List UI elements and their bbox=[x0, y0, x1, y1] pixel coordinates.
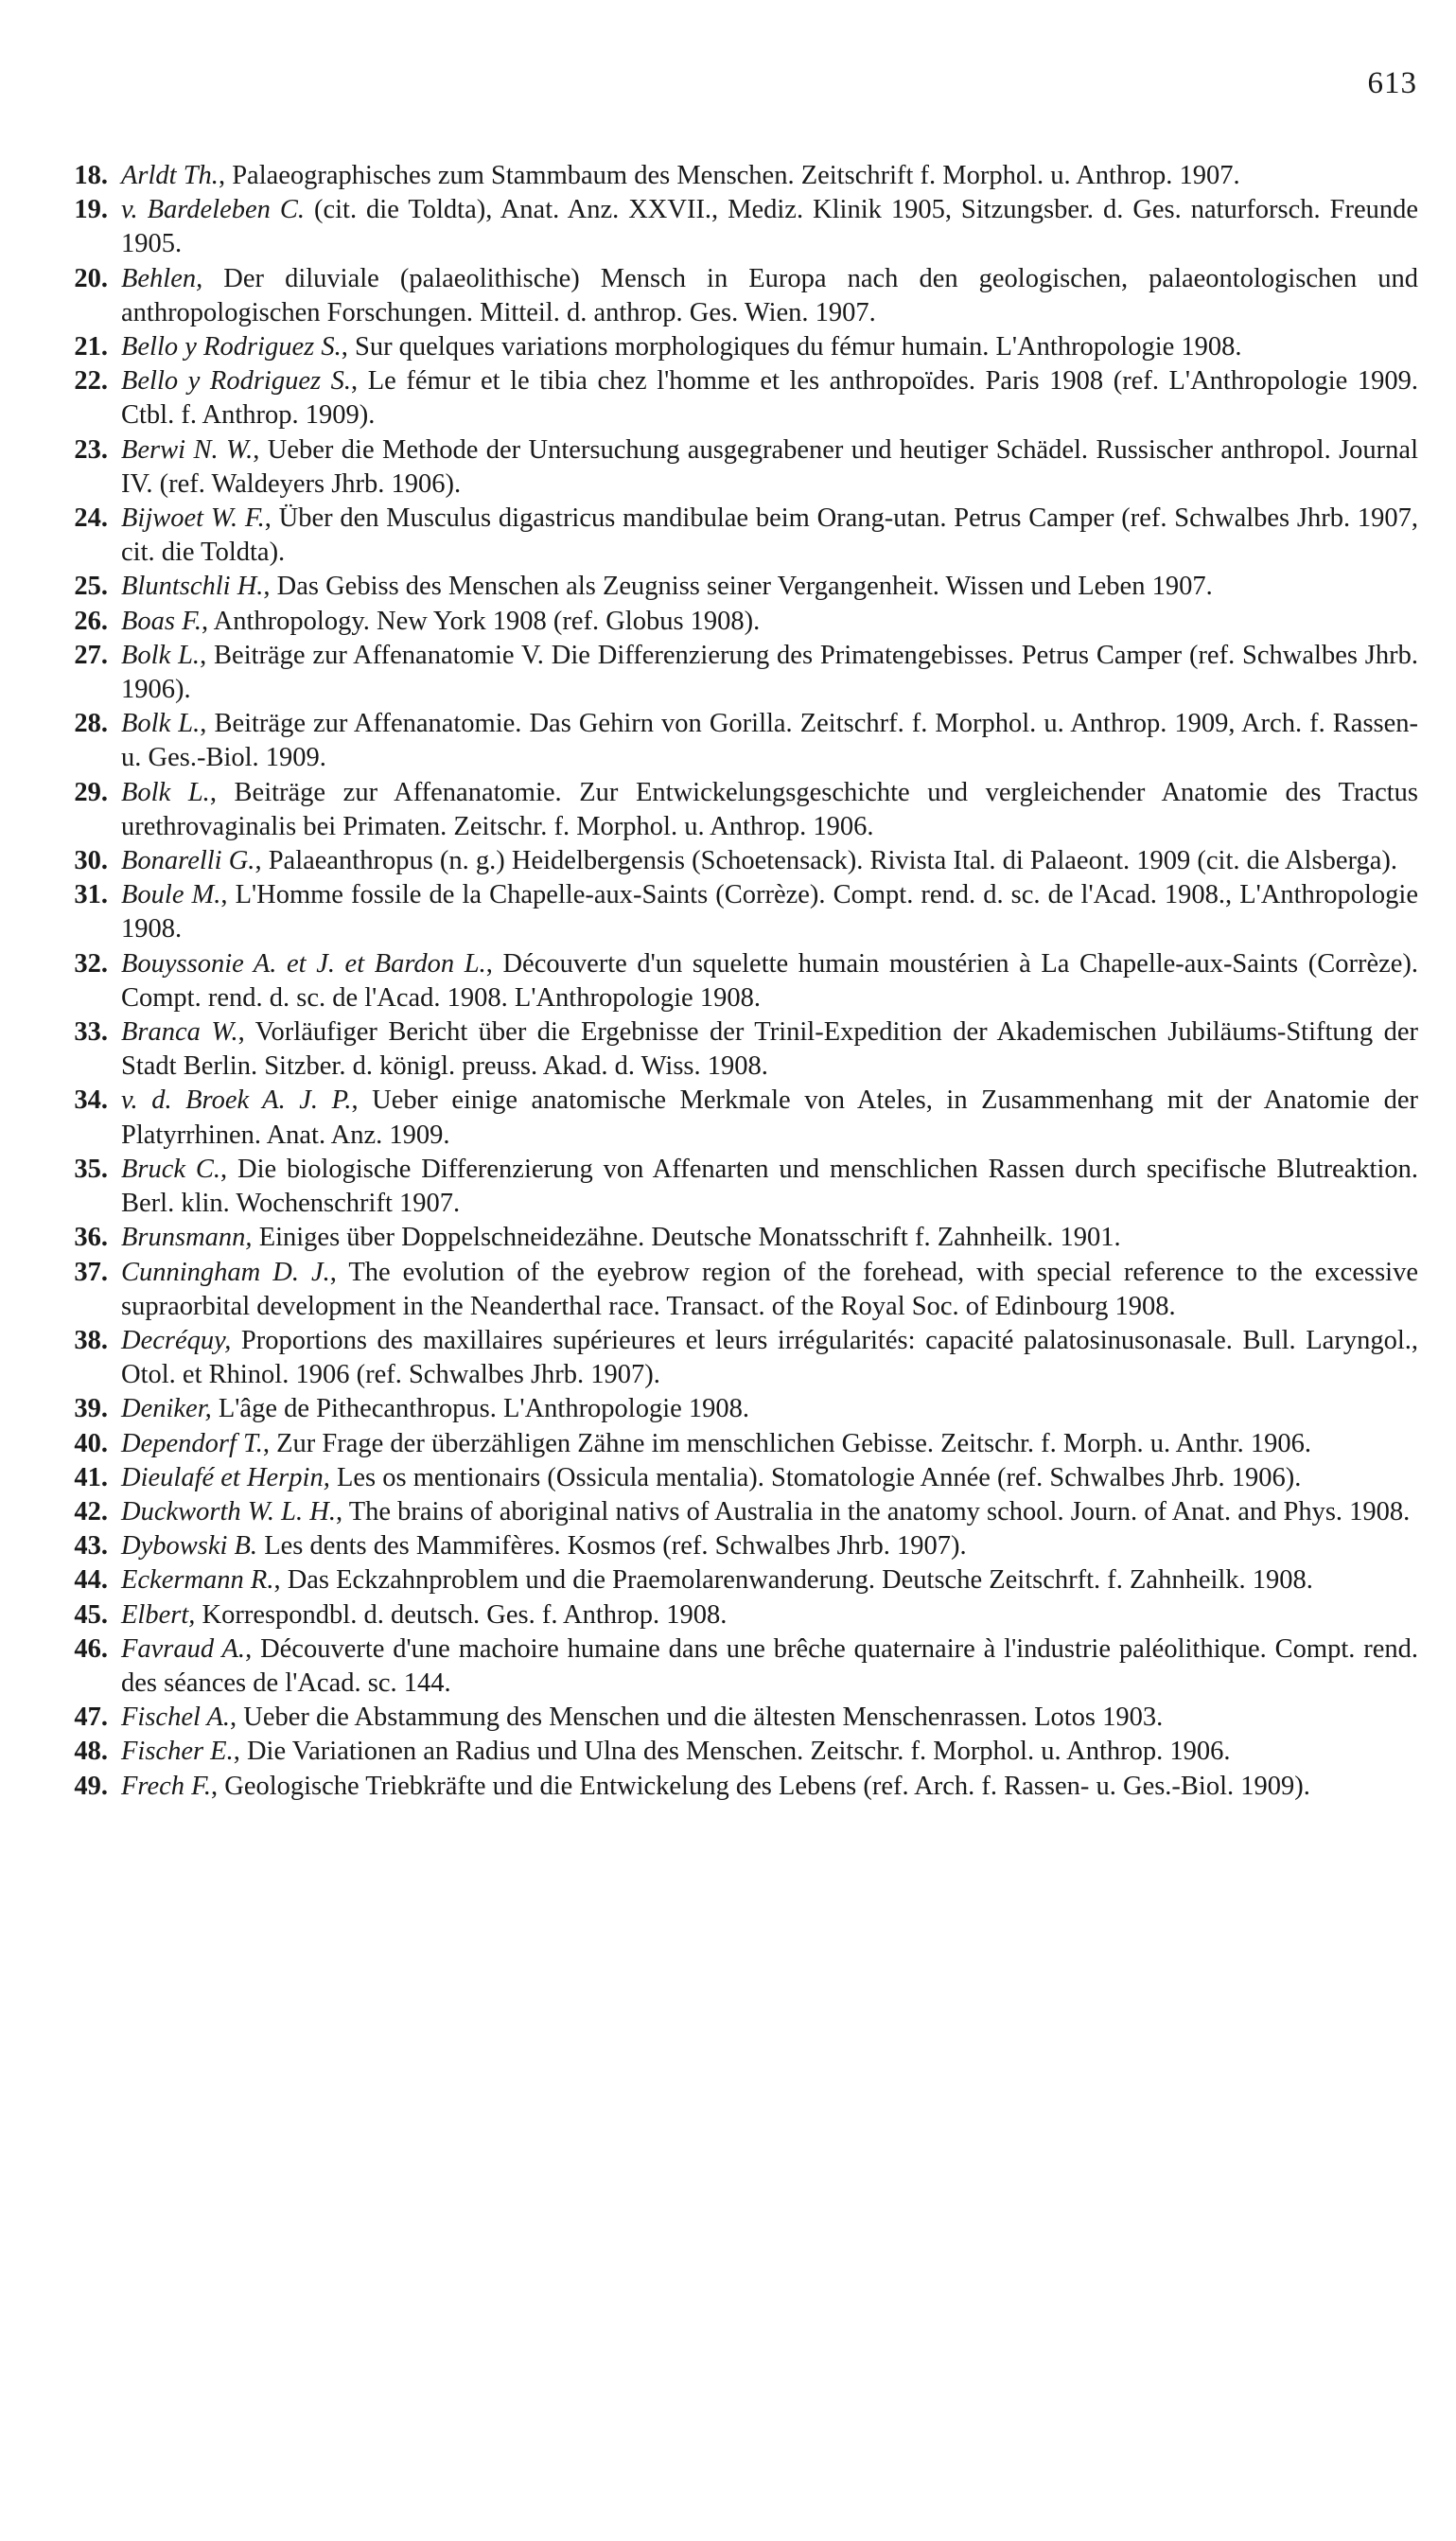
reference-entry bbox=[49, 1563, 1418, 1597]
reference-number: 22. bbox=[74, 366, 108, 397]
reference-text: Einiges über Doppelschneidezähne. Deutsche Monatsschrift f. Zahnheilk. 1901. bbox=[252, 1223, 1121, 1253]
reference-text: , Die biologische Differenzierung von Affenarten und menschlichen Rassen durch specifische Blutreaktion. Berl. klin. Wochenschrift 1907. bbox=[121, 1154, 1418, 1219]
reference-text: , Palaeographisches zum Stammbaum des Menschen. Zeitschrift f. Morphol. u. Anthrop. 1907. bbox=[218, 161, 1240, 190]
reference-entry bbox=[49, 262, 1418, 330]
reference-author: Bijwoet W. F. bbox=[121, 503, 265, 534]
reference-entry bbox=[49, 947, 1418, 1015]
reference-text: , Ueber einige anatomische Merkmale von Ateles, in Zusammenhang mit der Anatomie der Platyrrhinen. Anat. Anz. 1909. bbox=[121, 1085, 1418, 1150]
reference-author: Branca W. bbox=[121, 1017, 238, 1048]
reference-number: 47. bbox=[74, 1703, 108, 1733]
reference-number: 20. bbox=[74, 263, 108, 293]
reference-text: Korrespondbl. d. deutsch. Ges. f. Anthrop. 1908. bbox=[195, 1599, 728, 1630]
reference-number: 36. bbox=[74, 1223, 108, 1253]
reference-entry bbox=[49, 502, 1418, 570]
reference-number: 25. bbox=[74, 572, 108, 602]
reference-entry bbox=[49, 844, 1418, 878]
reference-author: Bonarelli G. bbox=[121, 846, 255, 876]
reference-number: 44. bbox=[74, 1565, 108, 1596]
reference-author: Bluntschli H. bbox=[121, 572, 264, 602]
reference-number: 45. bbox=[74, 1599, 108, 1630]
reference-entry bbox=[49, 605, 1418, 639]
reference-entry bbox=[49, 1221, 1418, 1255]
reference-text: , Das Eckzahnproblem und die Praemolarenwanderung. Deutsche Zeitschrft. f. Zahnheilk. 1908. bbox=[273, 1565, 1313, 1596]
reference-text: , Geologische Triebkräfte und die Entwickelung des Lebens (ref. Arch. f. Rassen- u. Ges.-Biol. 1909). bbox=[210, 1771, 1310, 1801]
reference-text: , Beiträge zur Affenanatomie. Zur Entwickelungsgeschichte und vergleichender Anatomie des Tractus urethrovaginalis bei Primaten. Zeitschr. f. Morphol. u. Anthrop. 1906. bbox=[121, 777, 1418, 841]
reference-entry bbox=[49, 1632, 1418, 1701]
reference-author: Bolk L. bbox=[121, 709, 201, 739]
reference-entry bbox=[49, 1701, 1418, 1735]
reference-number: 39. bbox=[74, 1394, 108, 1424]
reference-author: Elbert, bbox=[121, 1599, 196, 1630]
reference-entry bbox=[49, 433, 1418, 502]
reference-text: , Sur quelques variations morphologiques du fémur humain. L'Anthropologie 1908. bbox=[341, 332, 1242, 362]
reference-text: , Das Gebiss des Menschen als Zeugniss seiner Vergangenheit. Wissen und Leben 1907. bbox=[263, 572, 1213, 602]
reference-entry bbox=[49, 639, 1418, 707]
reference-number: 23. bbox=[74, 434, 108, 465]
reference-number: 35. bbox=[74, 1154, 108, 1184]
reference-number: 49. bbox=[74, 1771, 108, 1801]
reference-text: , Über den Musculus digastricus mandibulae beim Orang-utan. Petrus Camper (ref. Schwalbes Jhrb. 1907, cit. die Toldta). bbox=[121, 503, 1418, 568]
reference-text: Les dents des Mammifères. Kosmos (ref. Schwalbes Jhrb. 1907). bbox=[257, 1531, 967, 1562]
reference-entry bbox=[49, 1461, 1418, 1495]
reference-entry bbox=[49, 330, 1418, 364]
reference-number: 27. bbox=[74, 640, 108, 670]
reference-entry bbox=[49, 878, 1418, 946]
reference-entry bbox=[49, 1015, 1418, 1084]
reference-text: , The brains of aboriginal nativs of Australia in the anatomy school. Journ. of Anat. and Phys. 1908. bbox=[335, 1496, 1411, 1526]
reference-author: Fischel A. bbox=[121, 1703, 231, 1733]
reference-number: 18. bbox=[74, 161, 108, 190]
reference-number: 19. bbox=[74, 195, 108, 225]
reference-author: Bello y Rodriguez S. bbox=[121, 366, 352, 397]
reference-entry bbox=[49, 1770, 1418, 1804]
reference-author: Favraud A. bbox=[121, 1633, 246, 1664]
reference-author: Behlen, bbox=[121, 263, 203, 293]
reference-entry bbox=[49, 1529, 1418, 1563]
reference-author: Deniker, bbox=[121, 1394, 212, 1424]
reference-entry bbox=[49, 364, 1418, 432]
reference-number: 32. bbox=[74, 948, 108, 979]
reference-author: Bouyssonie A. et J. et Bardon L. bbox=[121, 948, 486, 979]
reference-text: , The evolution of the eyebrow region of the forehead, with special reference to the excessive supraorbital development in the Neanderthal race. Transact. of the Royal Soc. of Edinbourg 1908. bbox=[121, 1257, 1418, 1321]
reference-author: Decréquy, bbox=[121, 1325, 232, 1355]
reference-entry bbox=[49, 1735, 1418, 1769]
reference-number: 21. bbox=[74, 332, 108, 362]
reference-entry bbox=[49, 570, 1418, 604]
reference-number: 34. bbox=[74, 1085, 108, 1116]
reference-entry bbox=[49, 1153, 1418, 1221]
reference-author: v. Bardeleben C. bbox=[121, 195, 306, 225]
reference-author: Boas F. bbox=[121, 606, 202, 636]
reference-author: Berwi N. W. bbox=[121, 434, 254, 465]
reference-number: 46. bbox=[74, 1633, 108, 1664]
reference-text: , Palaeanthropus (n. g.) Heidelbergensis (Schoetensack). Rivista Ital. di Palaeont. 1909 (cit. die Alsberga). bbox=[254, 846, 1397, 876]
reference-entry bbox=[49, 193, 1418, 261]
reference-number: 26. bbox=[74, 606, 108, 636]
reference-number: 29. bbox=[74, 777, 108, 807]
reference-number: 31. bbox=[74, 880, 108, 910]
reference-text: , Vorläufiger Bericht über die Ergebnisse der Trinil-Expedition der Akademischen Jubiläums-Stiftung der Stadt Berlin. Sitzber. d. königl. preuss. Akad. d. Wiss. 1908. bbox=[121, 1017, 1418, 1082]
reference-number: 40. bbox=[74, 1428, 108, 1458]
reference-text: (cit. die Toldta), Anat. Anz. XXVII., Mediz. Klinik 1905, Sitzungsber. d. Ges. naturforsch. Freunde 1905. bbox=[121, 195, 1418, 259]
reference-text: L'âge de Pithecanthropus. L'Anthropologie 1908. bbox=[211, 1394, 750, 1424]
reference-entry bbox=[49, 1598, 1418, 1632]
reference-text: , Découverte d'une machoire humaine dans une brêche quaternaire à l'industrie paléolithique. Compt. rend. des séances de l'Acad. sc. 144. bbox=[121, 1633, 1419, 1698]
reference-author: Dybowski B. bbox=[121, 1531, 258, 1562]
reference-text: Proportions des maxillaires supérieures et leurs irrégularités: capacité palatosinusonasale. Bull. Laryngol., Otol. et Rhinol. 1906 (ref. Schwalbes Jhrb. 1907). bbox=[121, 1325, 1418, 1390]
reference-entry bbox=[49, 707, 1418, 775]
reference-number: 28. bbox=[74, 709, 108, 739]
reference-entry bbox=[49, 1392, 1418, 1426]
reference-entry bbox=[49, 1427, 1418, 1461]
reference-author: Bolk L. bbox=[121, 640, 201, 670]
reference-entry bbox=[49, 1084, 1418, 1152]
reference-author: Bruck C. bbox=[121, 1154, 221, 1184]
reference-author: Dieulafé et Herpin, bbox=[121, 1462, 330, 1492]
reference-author: Cunningham D. J. bbox=[121, 1257, 330, 1287]
reference-text: , Die Variationen an Radius und Ulna des Menschen. Zeitschr. f. Morphol. u. Anthrop. 1906. bbox=[233, 1737, 1231, 1767]
reference-entry bbox=[49, 1495, 1418, 1529]
reference-author: Brunsmann, bbox=[121, 1223, 253, 1253]
reference-author: Fischer E. bbox=[121, 1737, 234, 1767]
reference-author: Boule M. bbox=[121, 880, 221, 910]
reference-author: Frech F. bbox=[121, 1771, 211, 1801]
reference-author: Bello y Rodriguez S. bbox=[121, 332, 342, 362]
reference-author: v. d. Broek A. J. P. bbox=[121, 1085, 352, 1116]
reference-entry bbox=[49, 1324, 1418, 1392]
reference-number: 30. bbox=[74, 846, 108, 876]
reference-entry bbox=[49, 776, 1418, 844]
reference-number: 37. bbox=[74, 1257, 108, 1287]
reference-number: 48. bbox=[74, 1737, 108, 1767]
reference-text: , Beiträge zur Affenanatomie. Das Gehirn von Gorilla. Zeitschrf. f. Morphol. u. Anthrop. 1909, Arch. f. Rassen- u. Ges.-Biol. 1909. bbox=[121, 709, 1419, 773]
reference-list bbox=[49, 159, 1418, 1804]
reference-author: Bolk L. bbox=[121, 777, 210, 807]
reference-author: Dependorf T. bbox=[121, 1428, 263, 1458]
reference-text: Les os mentionairs (Ossicula mentalia). Stomatologie Année (ref. Schwalbes Jhrb. 1906). bbox=[329, 1462, 1302, 1492]
reference-author: Arldt Th. bbox=[121, 161, 219, 190]
reference-number: 42. bbox=[74, 1496, 108, 1526]
reference-text: , Anthropology. New York 1908 (ref. Globus 1908). bbox=[202, 606, 761, 636]
reference-text: , L'Homme fossile de la Chapelle-aux-Saints (Corrèze). Compt. rend. d. sc. de l'Acad. 1908., L'Anthropologie 1908. bbox=[121, 880, 1418, 944]
reference-text: , Ueber die Methode der Untersuchung ausgegrabener und heutiger Schädel. Russischer anthropol. Journal IV. (ref. Waldeyers Jhrb. 1906). bbox=[121, 434, 1418, 499]
reference-number: 43. bbox=[74, 1531, 108, 1562]
reference-author: Eckermann R. bbox=[121, 1565, 274, 1596]
reference-number: 24. bbox=[74, 503, 108, 534]
reference-number: 38. bbox=[74, 1325, 108, 1355]
page-number: 613 bbox=[1367, 66, 1417, 100]
reference-entry bbox=[49, 159, 1418, 193]
reference-text: , Découverte d'un squelette humain moustérien à La Chapelle-aux-Saints (Corrèze). Compt. rend. d. sc. de l'Acad. 1908. L'Anthropologie 1908. bbox=[121, 948, 1419, 1013]
reference-number: 33. bbox=[74, 1017, 108, 1048]
reference-text: , Ueber die Abstammung des Menschen und die ältesten Menschenrassen. Lotos 1903. bbox=[230, 1703, 1164, 1733]
reference-text: Der diluviale (palaeolithische) Mensch in Europa nach den geologischen, palaeontologischen und anthropologischen Forschungen. Mitteil. d. anthrop. Ges. Wien. 1907. bbox=[121, 263, 1418, 327]
reference-number: 41. bbox=[74, 1462, 108, 1492]
reference-entry bbox=[49, 1256, 1418, 1324]
reference-author: Duckworth W. L. H. bbox=[121, 1496, 336, 1526]
reference-text: , Beiträge zur Affenanatomie V. Die Differenzierung des Primatengebisses. Petrus Camper (ref. Schwalbes Jhrb. 1906). bbox=[121, 640, 1419, 705]
reference-text: , Zur Frage der überzähligen Zähne im menschlichen Gebisse. Zeitschr. f. Morph. u. Anthr. 1906. bbox=[262, 1428, 1311, 1458]
reference-text: , Le fémur et le tibia chez l'homme et les anthropoïdes. Paris 1908 (ref. L'Anthropologie 1909. Ctbl. f. Anthrop. 1909). bbox=[121, 366, 1418, 431]
